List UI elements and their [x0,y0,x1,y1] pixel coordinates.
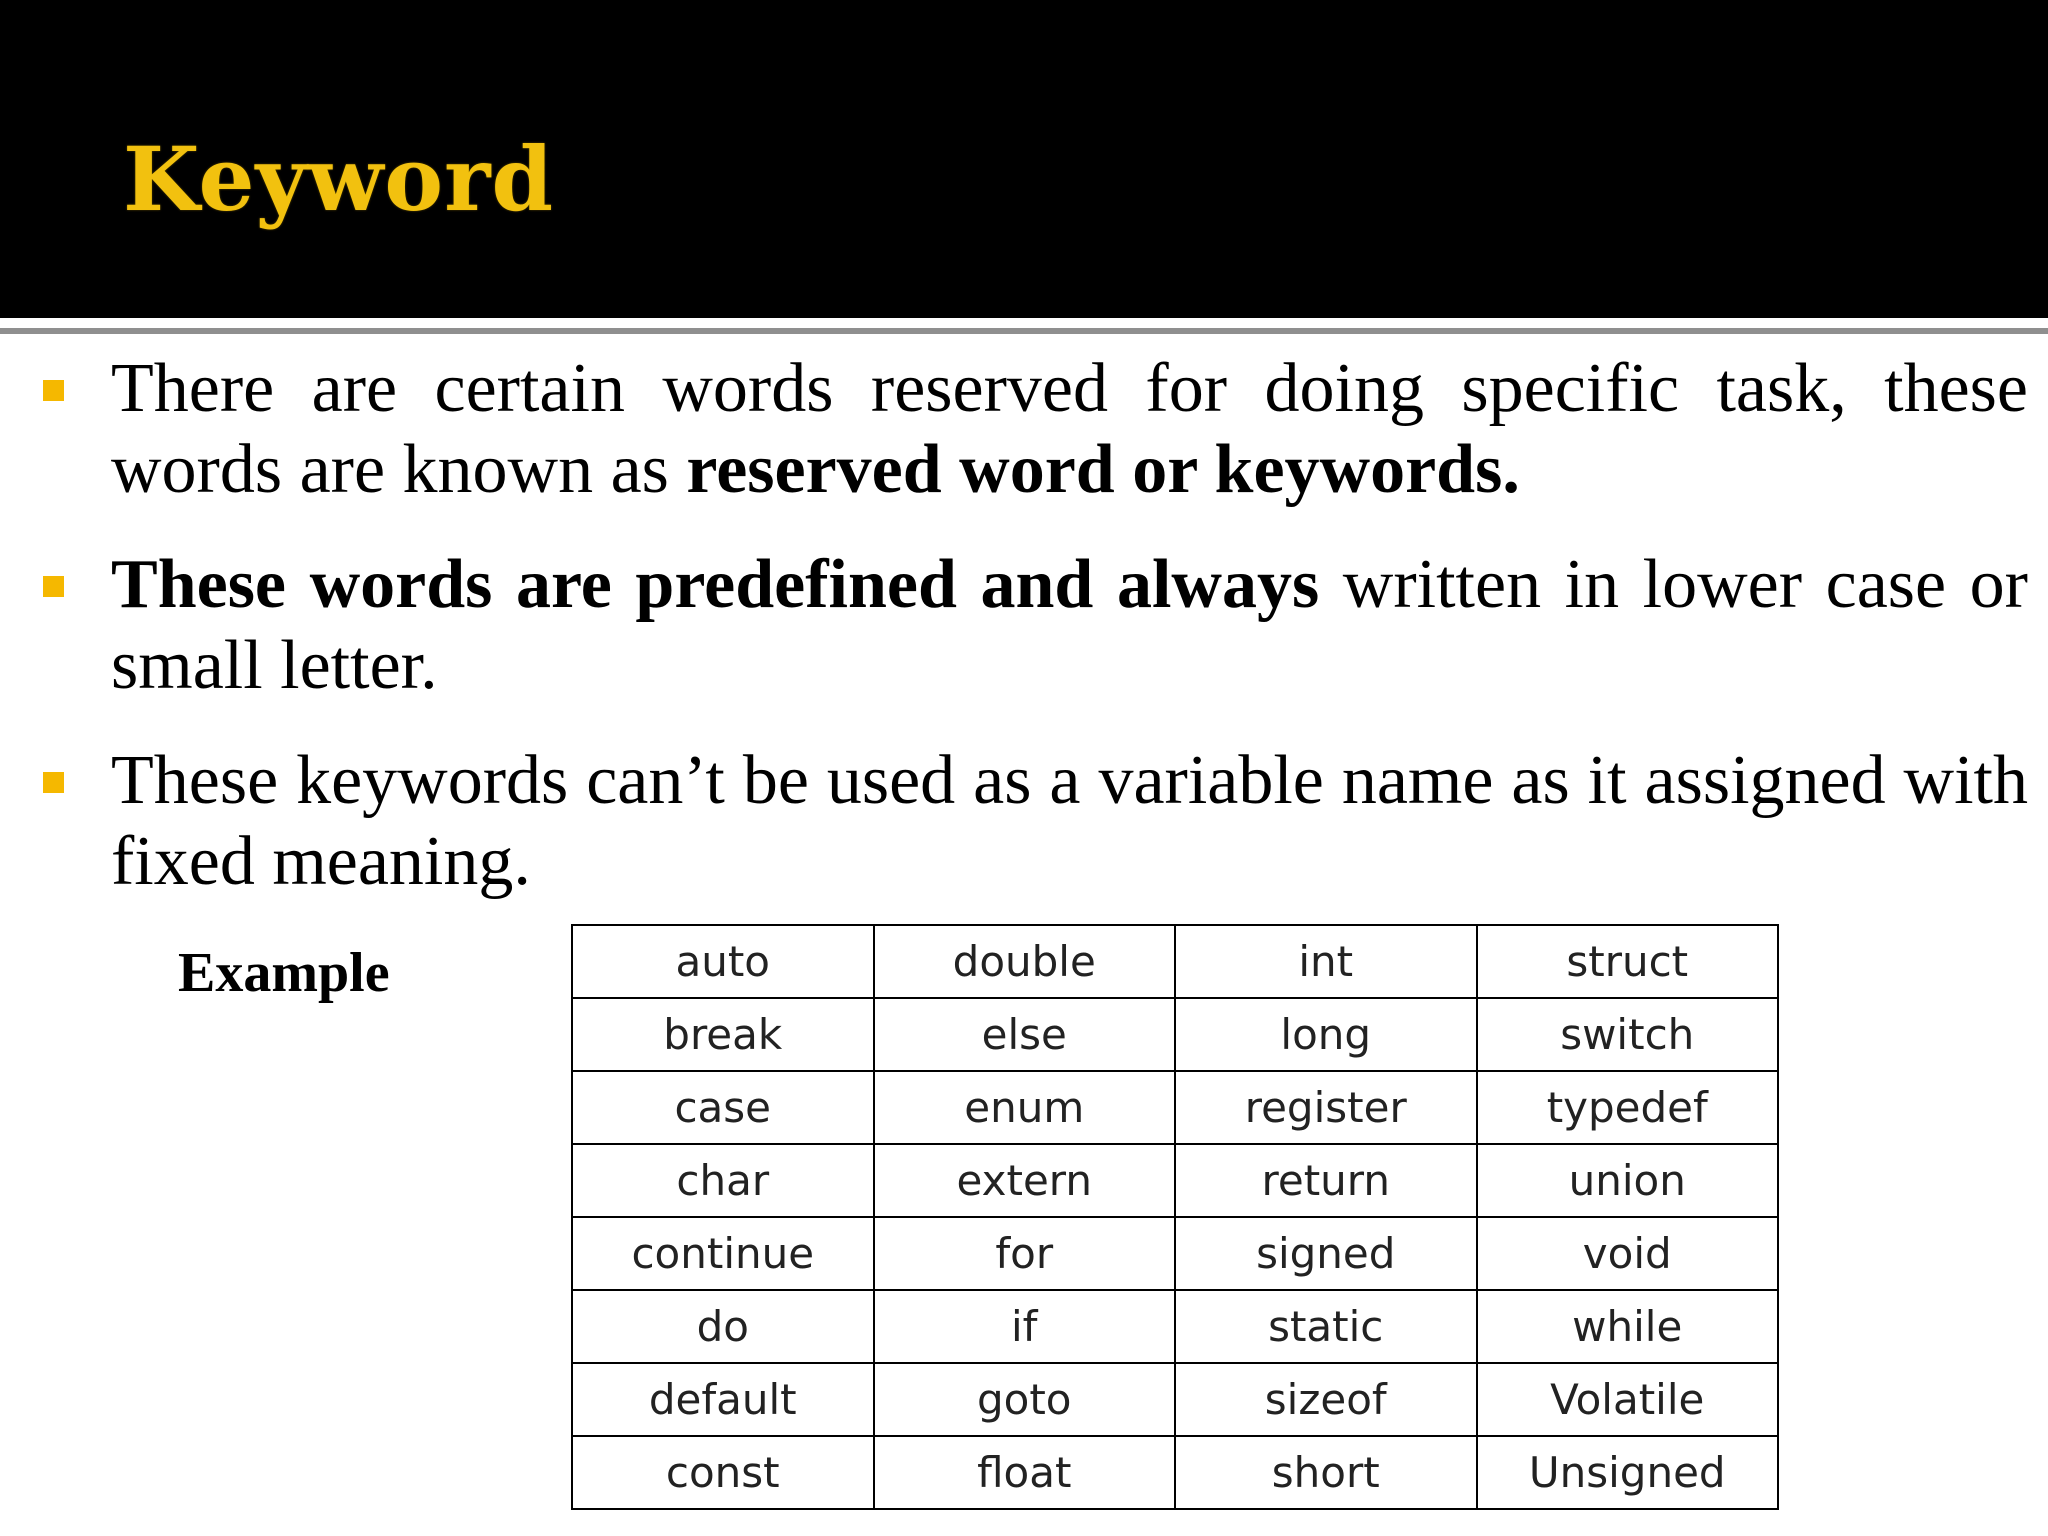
bullet-text [111,348,2028,510]
bullet-item [0,740,2048,902]
table-cell: void [1477,1217,1779,1290]
table-cell: short [1175,1436,1477,1509]
table-cell: sizeof [1175,1363,1477,1436]
table-cell: char [572,1144,874,1217]
bullet-text-segment: These keywords can’t be used as a variable name as it assigned with fixed meaning. [111,742,2028,900]
title-separator-line [0,328,2048,334]
table-cell: break [572,998,874,1071]
title-bar [0,0,2048,318]
table-cell: union [1477,1144,1779,1217]
table-cell: for [874,1217,1176,1290]
table-cell: auto [572,925,874,998]
bullet-text-bold-segment: reserved word or keywords. [686,431,1520,508]
table-cell: else [874,998,1176,1071]
table-row [572,1071,1778,1144]
table-row [572,1436,1778,1509]
bullet-text-segment: written in lower case or small letter. [111,546,2028,704]
table-cell: typedef [1477,1071,1779,1144]
table-cell: extern [874,1144,1176,1217]
table-cell: do [572,1290,874,1363]
table-cell: switch [1477,998,1779,1071]
square-bullet-icon [43,772,64,793]
bullet-text [111,740,2028,902]
table-cell: while [1477,1290,1779,1363]
table-cell: continue [572,1217,874,1290]
table-row [572,925,1778,998]
bullet-text-segment: There are certain words reserved for doing specific task, these words are known as [111,350,2028,508]
keywords-table [571,924,1779,1510]
table-row [572,1144,1778,1217]
bullet-item [0,348,2048,510]
table-cell: Volatile [1477,1363,1779,1436]
table-cell: double [874,925,1176,998]
table-cell: static [1175,1290,1477,1363]
table-cell: int [1175,925,1477,998]
table-row [572,1290,1778,1363]
table-cell: case [572,1071,874,1144]
table-cell: if [874,1290,1176,1363]
table-cell: float [874,1436,1176,1509]
table-cell: long [1175,998,1477,1071]
table-cell: default [572,1363,874,1436]
table-cell: return [1175,1144,1477,1217]
table-cell: enum [874,1071,1176,1144]
bullet-list [0,348,2048,936]
title-separator-gap [0,318,2048,328]
table-row [572,1217,1778,1290]
table-cell: struct [1477,925,1779,998]
square-bullet-icon [43,576,64,597]
table-cell: goto [874,1363,1176,1436]
table-cell: register [1175,1071,1477,1144]
bullet-item [0,544,2048,706]
example-label: Example [178,942,390,1004]
table-cell: Unsigned [1477,1436,1779,1509]
bullet-text [111,544,2028,706]
bullet-text-bold-segment: These words are predefined and always [111,546,1320,623]
table-cell: signed [1175,1217,1477,1290]
table-row [572,1363,1778,1436]
slide-title: Keyword [123,127,555,231]
square-bullet-icon [43,380,64,401]
table-row [572,998,1778,1071]
table-cell: const [572,1436,874,1509]
